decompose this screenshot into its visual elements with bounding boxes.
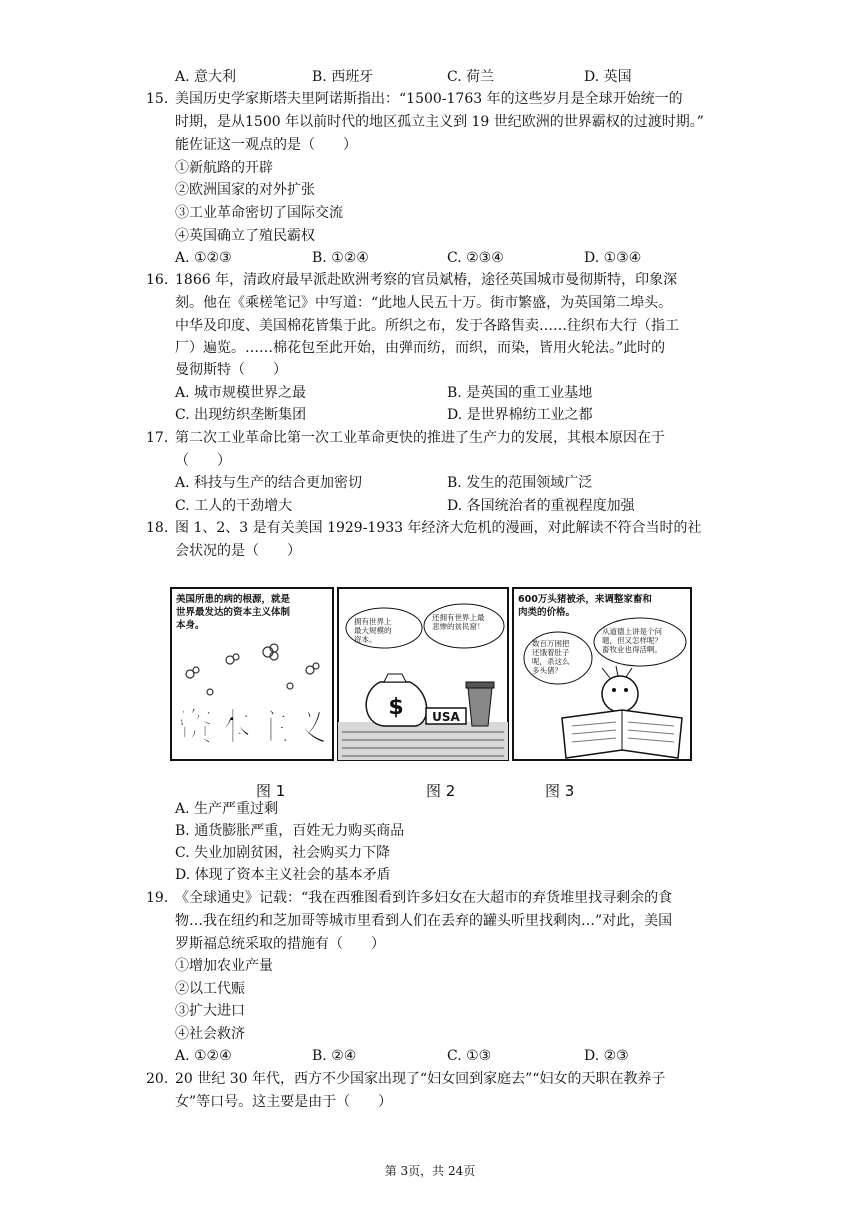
- q14-option-c: C. 荷兰: [447, 69, 495, 85]
- dollar-sign: $: [388, 695, 404, 720]
- panel3-text-line-1: 600万头猪被杀，来调整家畜和: [518, 594, 652, 605]
- bubble-hungry-line-1: 数百万困把: [532, 639, 570, 648]
- q16-number: 16.: [146, 272, 169, 288]
- q19-stem-line: 物…我在纽约和芝加哥等城市里看到人们在丢弃的罐头听里找剩肉…”对此，美国: [175, 913, 673, 929]
- q16-stem-line: 刻。他在《乘槎笔记》中写道：“此地人民五十万。街市繁盛，为英国第二埠头。: [175, 295, 673, 311]
- q19-item: ②以工代赈: [175, 981, 245, 997]
- q19-stem-line: 罗斯福总统采取的措施有（ ）: [175, 936, 385, 952]
- comic-strip-svg: [170, 582, 694, 762]
- bubble-rich-line-2: 最大规模的: [354, 626, 392, 635]
- q18-stem-line: 会状况的是（ ）: [175, 543, 301, 559]
- q16-option-a: A. 城市规模世界之最: [175, 385, 307, 401]
- q15-option-c: C. ②③④: [447, 250, 504, 266]
- q19-option-d: D. ②③: [584, 1048, 629, 1064]
- capitalism-big-text: 资本主义: [175, 705, 329, 749]
- q17-option-b: B. 发生的范围领域广泛: [447, 475, 593, 491]
- q17-option-c: C. 工人的干劲增大: [175, 498, 293, 514]
- q18-option-a: A. 生产严重过剩: [175, 801, 279, 817]
- bubble-hungry-line-3: 呢，杀这么: [532, 657, 570, 666]
- bubble-moral-line-1: 从道德上讲是个问: [602, 627, 662, 636]
- q16-option-b: B. 是英国的重工业基地: [447, 385, 593, 401]
- bubble-hungry-line-4: 多头猪？: [532, 666, 562, 675]
- q17-stem-line: 第二次工业革命比第一次工业革命更快的推进了生产力的发展，其根本原因在于: [175, 430, 665, 446]
- q14-option-a: A. 意大利: [175, 69, 237, 85]
- bubble-rich-line-1: 拥有世界上: [354, 617, 392, 626]
- q17-stem-line: （ ）: [175, 453, 231, 469]
- q19-option-b: B. ②④: [312, 1048, 357, 1064]
- bubble-slum-line-2: 悲惨的贫民窟！: [432, 622, 485, 631]
- q15-stem-line: 能佐证这一观点的是（ ）: [175, 137, 357, 153]
- panel1-text-line-2: 世界最发达的资本主义体制: [176, 607, 291, 618]
- bubble-moral-line-3: 畜牧业也得活啊。: [602, 645, 662, 654]
- reader-head: [602, 676, 638, 712]
- panel2-sea: [338, 722, 508, 760]
- q17-option-a: A. 科技与生产的结合更加密切: [175, 475, 363, 491]
- q14-option-b: B. 西班牙: [312, 69, 374, 85]
- q15-stem-line: 时期，是从1500 年以前时代的地区孤立主义到 19 世纪欧洲的世界霸权的过渡时期。”: [175, 114, 704, 130]
- q15-option-b: B. ①②④: [312, 250, 369, 266]
- figure-caption-2: 图 2: [426, 782, 456, 800]
- q20-number: 20.: [146, 1071, 169, 1087]
- bubble-hungry-line-2: 还饿着肚子: [532, 648, 570, 657]
- q15-item: ③工业革命密切了国际交流: [175, 205, 343, 221]
- q19-option-c: C. ①③: [447, 1048, 492, 1064]
- svg-text:从道德上讲是个问 题，但又怎样呢？: [602, 626, 664, 654]
- q19-item: ③扩大进口: [175, 1003, 245, 1019]
- q16-option-c: C. 出现纺织垄断集团: [175, 407, 307, 423]
- panel1-text-line-3: 本身。: [176, 620, 205, 631]
- q15-item: ④英国确立了殖民霸权: [175, 228, 315, 244]
- q16-option-d: D. 是世界棉纺工业之都: [447, 407, 593, 423]
- q15-option-a: A. ①②③: [175, 250, 232, 266]
- q15-stem-line: 美国历史学家斯塔夫里阿诺斯指出：“1500-1763 年的这些岁月是全球开始统一的: [175, 91, 683, 107]
- figure-caption-1: 图 1: [256, 782, 286, 800]
- q16-stem-line: 中华及印度、美国棉花皆集于此。所织之布，发于各路售卖……往织布大行（指工: [175, 318, 679, 334]
- bubble-moral-line-2: 题，但又怎样呢？: [602, 636, 662, 645]
- q14-option-d: D. 英国: [584, 69, 632, 85]
- q20-stem-line: 20 世纪 30 年代，西方不少国家出现了“妇女回到家庭去”“妇女的天职在教养子: [175, 1071, 666, 1087]
- economic-crisis-comic: [170, 582, 694, 762]
- q20-stem-line: 女”等口号。这主要是由于（ ）: [175, 1094, 393, 1110]
- q17-number: 17.: [146, 430, 169, 446]
- panel3-text-line-2: 肉类的价格。: [518, 607, 576, 618]
- q16-stem-line: 厂）遍览。……棉花包至此开始，由弹而纺，而织，而染，皆用火轮法。”此时的: [175, 340, 666, 356]
- q15-option-d: D. ①③④: [584, 250, 642, 266]
- q19-item: ①增加农业产量: [175, 958, 273, 974]
- q19-number: 19.: [146, 890, 169, 906]
- q16-stem-line: 1866 年，清政府最早派赴欧洲考察的官员斌椿，途径英国城市曼彻斯特，印象深: [175, 272, 678, 288]
- q19-item: ④社会救济: [175, 1026, 245, 1042]
- page-footer: 第 3页，共 24页: [384, 1164, 476, 1178]
- q15-number: 15.: [146, 91, 169, 107]
- q19-stem-line: 《全球通史》记载：“我在西雅图看到许多妇女在大超市的弃货堆里找寻剩余的食: [175, 890, 673, 906]
- svg-text:还拥有世界上最 悲惨的贫民窟！: [432, 612, 487, 631]
- q18-number: 18.: [146, 520, 169, 536]
- q18-stem-line: 图 1、2、3 是有关美国 1929-1933 年经济大危机的漫画，对此解读不符合当时的社: [175, 520, 702, 536]
- q19-option-a: A. ①②④: [175, 1048, 232, 1064]
- q18-option-b: B. 通货膨胀严重，百姓无力购买商品: [175, 823, 405, 839]
- q15-item: ②欧洲国家的对外扩张: [175, 182, 315, 198]
- trash-can: [468, 688, 492, 726]
- bubble-rich-line-3: 资本。: [354, 635, 377, 644]
- q15-item: ①新航路的开辟: [175, 160, 273, 176]
- usa-label: USA: [432, 710, 460, 724]
- q16-stem-line: 曼彻斯特（ ）: [175, 362, 287, 378]
- q17-option-d: D. 各国统治者的重视程度加强: [447, 498, 635, 514]
- panel1-text-line-1: 美国所患的病的根源，就是: [176, 594, 291, 605]
- figure-caption-3: 图 3: [545, 782, 575, 800]
- bubble-slum-line-1: 还拥有世界上最: [432, 613, 485, 622]
- q18-option-c: C. 失业加剧贫困，社会购买力下降: [175, 845, 391, 861]
- q18-option-d: D. 体现了资本主义社会的基本矛盾: [175, 867, 391, 883]
